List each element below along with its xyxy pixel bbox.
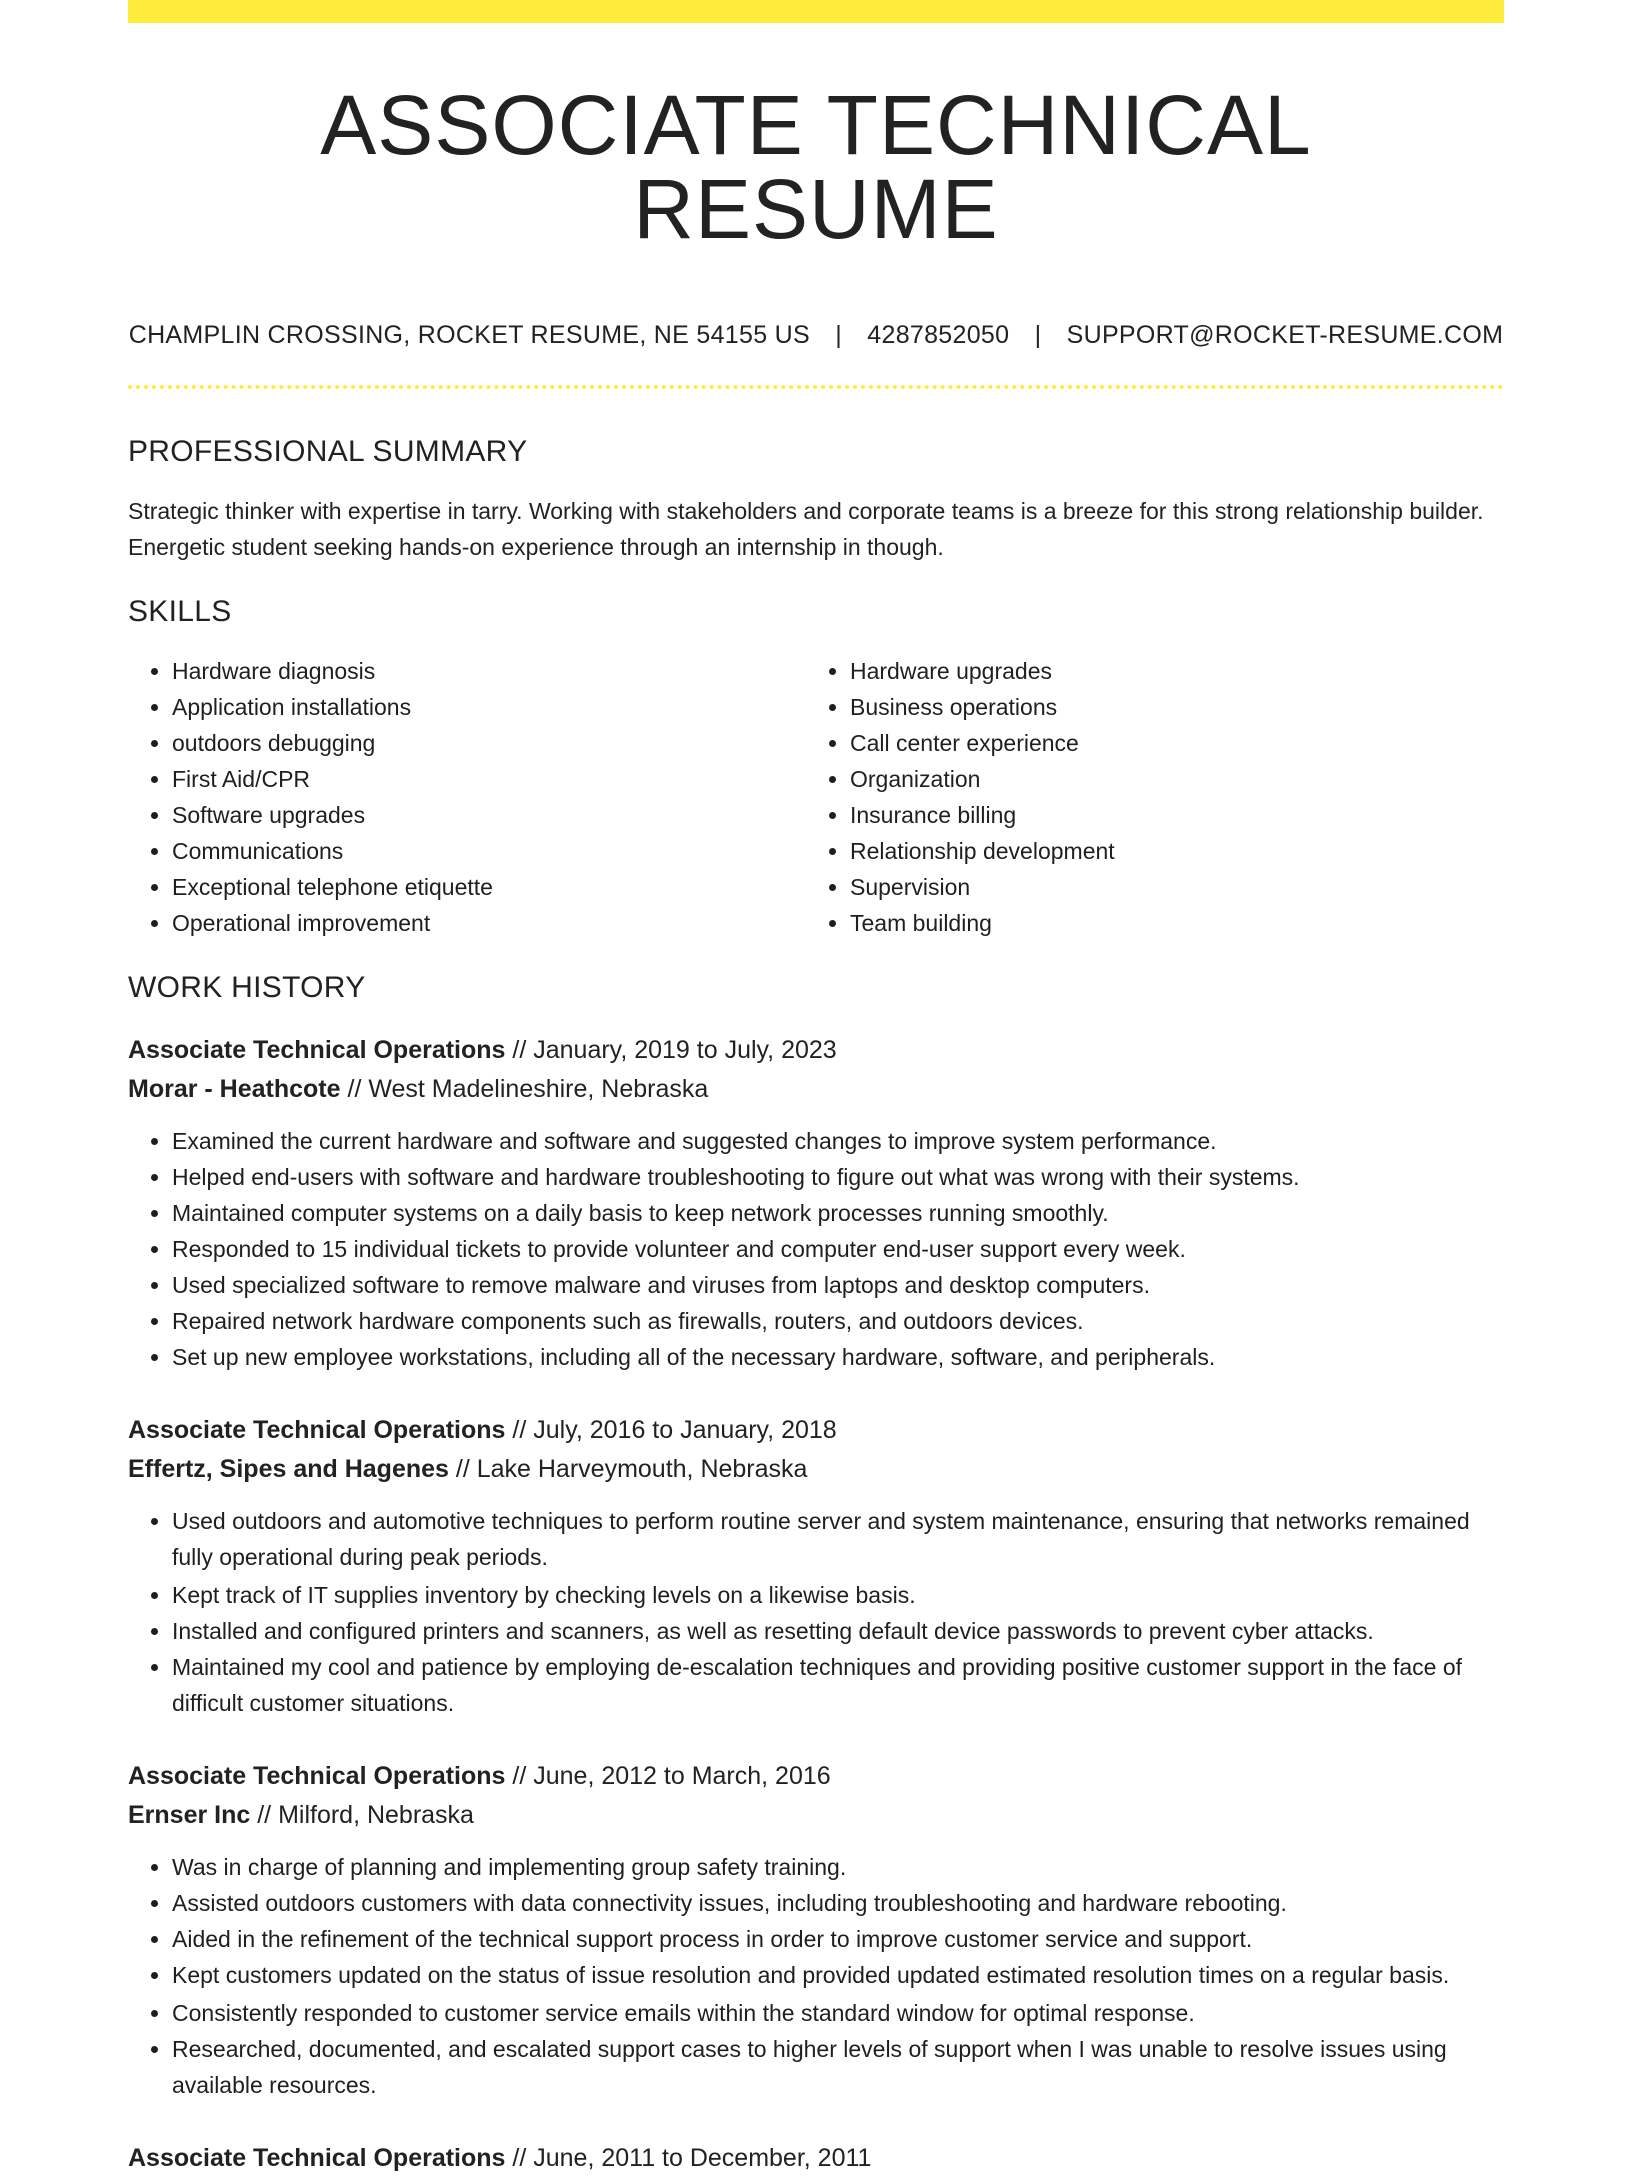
work-history-heading: WORK HISTORY xyxy=(128,971,366,1004)
job-bullet: • Helped end-users with software and hardware troubleshooting to figure out what was wrong with their systems. xyxy=(172,1159,1504,1195)
job-bullet: • Maintained computer systems on a daily basis to keep network processes running smoothly. xyxy=(172,1195,1504,1231)
skills-column-left xyxy=(128,653,806,941)
job-bullets xyxy=(128,1849,1504,2103)
job-bullet: • Maintained my cool and patience by employing de-escalation techniques and providing positive customer support in the face of difficult customer situations. xyxy=(172,1649,1504,1721)
job-title: Associate Technical Operations xyxy=(128,1416,506,1444)
job-title: Associate Technical Operations xyxy=(128,1036,506,1064)
job-location: // Lake Harveymouth, Nebraska xyxy=(448,1455,808,1483)
resume-page xyxy=(128,0,1504,2178)
skill-item: • Organization xyxy=(850,761,1484,797)
job-bullet: • Assisted outdoors customers with data connectivity issues, including troubleshooting and hardware rebooting. xyxy=(172,1885,1504,1921)
job-bullet: • Consistently responded to customer service emails within the standard window for optimal response. xyxy=(172,1995,1504,2031)
job-bullet: • Installed and configured printers and scanners, as well as resetting default device passwords to prevent cyber attacks. xyxy=(172,1613,1504,1649)
skill-item: • outdoors debugging xyxy=(172,725,806,761)
job-company-line xyxy=(128,1450,1504,1489)
skill-item: • Software upgrades xyxy=(172,797,806,833)
job-title-line xyxy=(128,1757,1504,1796)
contact-separator: | xyxy=(1034,321,1042,349)
summary-text: Strategic thinker with expertise in tarry. Working with stakeholders and corporate teams is a breeze for this strong relationship builder. Energetic student seeking hands-on experience through an internship in though. xyxy=(128,498,1484,560)
job-bullet: • Was in charge of planning and implementing group safety training. xyxy=(172,1849,1504,1885)
job-bullet: • Used outdoors and automotive techniques to perform routine server and system maintenance, ensuring that networks remained fully operational during peak periods. xyxy=(172,1503,1504,1575)
job-bullet: • Examined the current hardware and software and suggested changes to improve system performance. xyxy=(172,1123,1504,1159)
skill-item: • Business operations xyxy=(850,689,1484,725)
job-bullet: • Set up new employee workstations, including all of the necessary hardware, software, and peripherals. xyxy=(172,1339,1504,1375)
job-dates: // July, 2016 to January, 2018 xyxy=(505,1416,837,1444)
job-title-line xyxy=(128,1411,1504,1450)
skill-item: • Relationship development xyxy=(850,833,1484,869)
job-title-line xyxy=(128,2139,1504,2178)
skill-item: • Hardware diagnosis xyxy=(172,653,806,689)
job-location: // Milford, Nebraska xyxy=(250,1801,474,1829)
header-divider xyxy=(128,385,1504,389)
skill-item: • Hardware upgrades xyxy=(850,653,1484,689)
contact-address: CHAMPLIN CROSSING, ROCKET RESUME, NE 54155 US xyxy=(128,321,810,349)
resume-title: ASSOCIATE TECHNICAL RESUME xyxy=(320,78,1312,256)
job-company: Morar - Heathcote xyxy=(128,1075,341,1103)
job-bullets xyxy=(128,1123,1504,1375)
job-bullet: • Used specialized software to remove malware and viruses from laptops and desktop computers. xyxy=(172,1267,1504,1303)
job-entry xyxy=(128,1757,1504,2103)
job-company: Effertz, Sipes and Hagenes xyxy=(128,1455,449,1483)
job-title: Associate Technical Operations xyxy=(128,2144,506,2172)
skill-item: • Supervision xyxy=(850,869,1484,905)
accent-bar xyxy=(128,0,1504,23)
job-bullet: • Responded to 15 individual tickets to provide volunteer and computer end-user support every week. xyxy=(172,1231,1504,1267)
skills-heading: SKILLS xyxy=(128,595,232,628)
skills-list xyxy=(128,653,1504,941)
skill-item: • Application installations xyxy=(172,689,806,725)
skill-item: • Insurance billing xyxy=(850,797,1484,833)
job-title-line xyxy=(128,1031,1504,1070)
job-dates: // June, 2011 to December, 2011 xyxy=(505,2144,872,2172)
skills-column-right xyxy=(806,653,1484,941)
job-dates: // June, 2012 to March, 2016 xyxy=(505,1762,831,1790)
skill-item: • Operational improvement xyxy=(172,905,806,941)
contact-phone: 4287852050 xyxy=(867,321,1010,349)
job-bullet: • Aided in the refinement of the technical support process in order to improve customer service and support. xyxy=(172,1921,1504,1957)
job-entry xyxy=(128,2139,1504,2178)
job-bullet: • Repaired network hardware components such as firewalls, routers, and outdoors devices. xyxy=(172,1303,1504,1339)
job-bullets xyxy=(128,1503,1504,1721)
contact-line xyxy=(128,321,1504,350)
job-bullet: • Researched, documented, and escalated support cases to higher levels of support when I was unable to resolve issues using available resources. xyxy=(172,2031,1504,2103)
job-title: Associate Technical Operations xyxy=(128,1762,506,1790)
job-company-line xyxy=(128,1070,1504,1109)
job-bullet: • Kept track of IT supplies inventory by checking levels on a likewise basis. xyxy=(172,1577,1504,1613)
job-entry xyxy=(128,1411,1504,1721)
contact-email: SUPPORT@ROCKET-RESUME.COM xyxy=(1066,321,1504,349)
job-dates: // January, 2019 to July, 2023 xyxy=(505,1036,837,1064)
skill-item: • Communications xyxy=(172,833,806,869)
skill-item: • Call center experience xyxy=(850,725,1484,761)
job-bullet: • Kept customers updated on the status of issue resolution and provided updated estimated resolution times on a regular basis. xyxy=(172,1957,1504,1993)
skill-item: • Exceptional telephone etiquette xyxy=(172,869,806,905)
summary-heading: PROFESSIONAL SUMMARY xyxy=(128,435,528,468)
job-company-line xyxy=(128,1796,1504,1835)
skill-item: • Team building xyxy=(850,905,1484,941)
skill-item: • First Aid/CPR xyxy=(172,761,806,797)
job-entry xyxy=(128,1031,1504,1375)
contact-separator: | xyxy=(835,321,843,349)
job-location: // West Madelineshire, Nebraska xyxy=(340,1075,709,1103)
job-company: Ernser Inc xyxy=(128,1801,251,1829)
